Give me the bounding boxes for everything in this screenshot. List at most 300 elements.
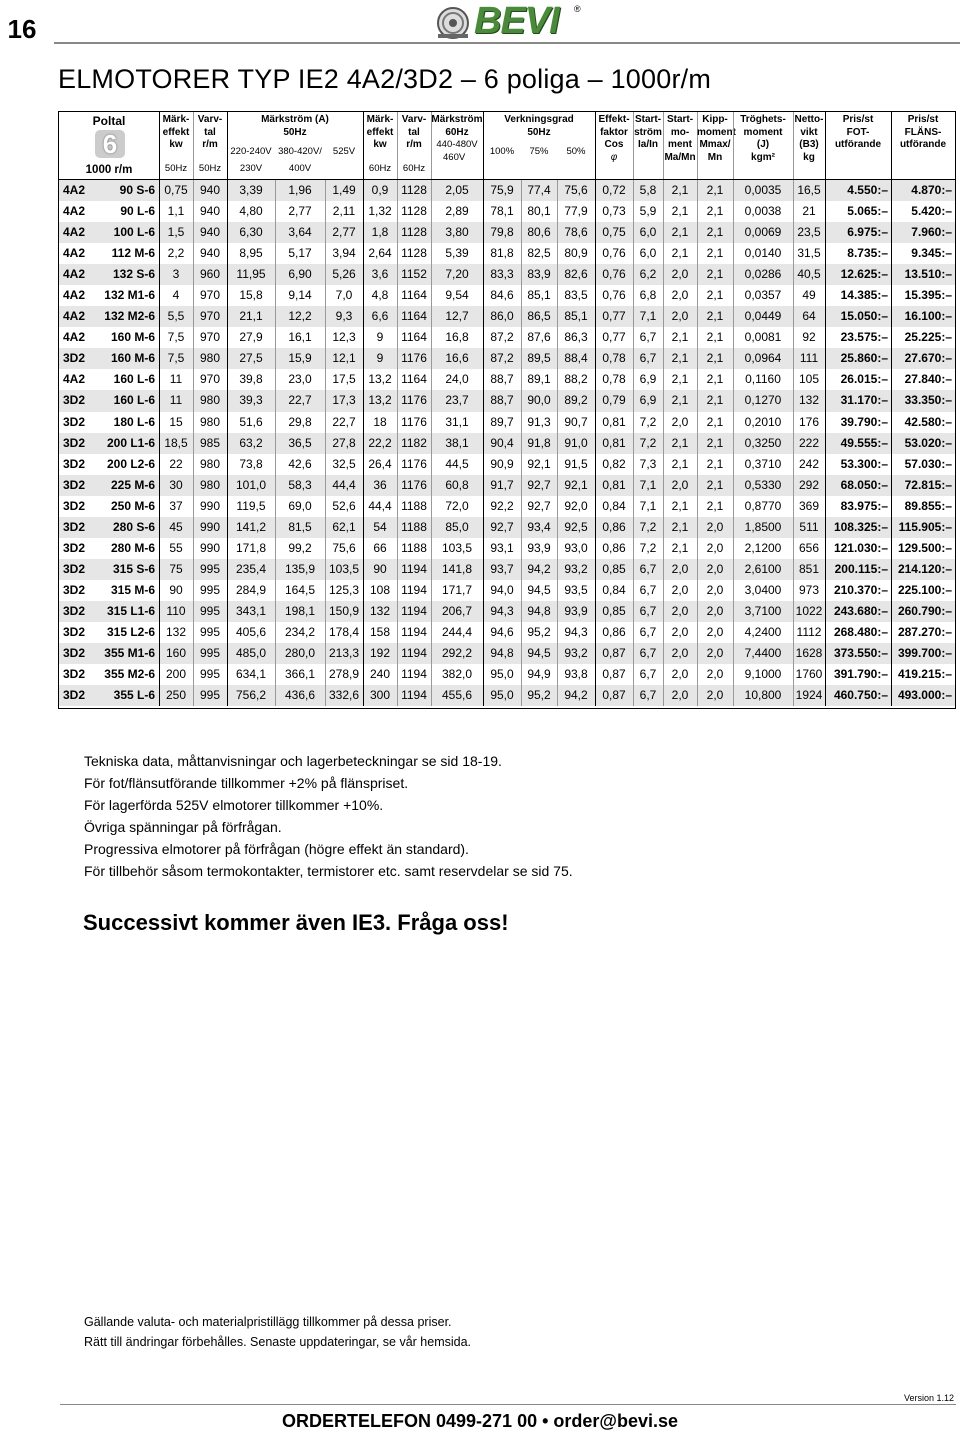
cell-vg-75: 94,5 <box>527 582 551 597</box>
cell-i-525v: 1,49 <box>332 183 356 197</box>
brand-name: BEVI <box>474 0 559 42</box>
cell-cos-phi: 0,78 <box>602 372 626 387</box>
poltal-label: Poltal <box>92 114 126 128</box>
cell-kippmoment: 2,0 <box>706 519 724 534</box>
cell-vg-50: 93,2 <box>564 561 588 576</box>
cell-kippmoment: 2,1 <box>706 183 724 197</box>
hdr-varv60-hz: 60Hz <box>402 163 426 174</box>
cell-model: 280 M-6 <box>110 540 155 555</box>
disclaimer-line: Rätt till ändringar förbehålles. Senaste uppdateringar, se vår hemsida. <box>84 1335 472 1349</box>
cell-varvtal: 990 <box>199 519 221 534</box>
column-divider <box>733 180 734 706</box>
cell-vg-100: 78,1 <box>490 204 514 219</box>
cell-i-525v: 17,5 <box>332 372 356 387</box>
cell-typ: 3D2 <box>63 351 86 366</box>
cell-effekt-60: 2,64 <box>368 246 392 261</box>
cell-startstrom: 6,9 <box>639 393 657 408</box>
cell-varvtal: 995 <box>199 582 221 597</box>
cell-startmoment: 2,0 <box>671 309 689 324</box>
cell-vg-50: 77,9 <box>564 204 588 219</box>
cell-i-400v: 9,14 <box>288 288 312 303</box>
cell-i-230v: 101,0 <box>235 477 267 492</box>
cell-effekt-60: 240 <box>369 667 391 682</box>
cell-troghet: 2,6100 <box>744 561 782 576</box>
cell-i-460v: 5,39 <box>445 246 469 261</box>
cell-vg-50: 94,3 <box>564 624 588 639</box>
cell-varvtal-60: 1128 <box>401 246 427 261</box>
cell-model: 112 M-6 <box>111 246 155 261</box>
cell-vg-50: 88,4 <box>564 351 588 366</box>
cell-effekt-60: 108 <box>369 582 391 597</box>
cell-varvtal-60: 1164 <box>401 372 427 387</box>
cell-vg-50: 91,0 <box>564 435 588 450</box>
cell-effekt: 30 <box>169 477 183 492</box>
cell-i-400v: 6,90 <box>288 267 312 282</box>
hdr-nettovikt: Netto- vikt (B3) kg <box>794 114 824 163</box>
cell-kippmoment: 2,1 <box>706 204 724 219</box>
cell-pris-fot: 26.015:– <box>840 372 888 387</box>
cell-vg-50: 85,1 <box>564 309 588 324</box>
cell-startmoment: 2,0 <box>671 414 689 429</box>
cell-i-230v: 63,2 <box>239 435 263 450</box>
column-divider <box>431 180 432 706</box>
cell-effekt: 3 <box>172 267 180 282</box>
cell-vg-100: 94,8 <box>490 646 514 661</box>
cell-typ: 4A2 <box>63 246 86 261</box>
cell-i-400v: 234,2 <box>284 624 316 639</box>
column-divider <box>483 180 484 706</box>
cell-troghet: 0,0449 <box>744 309 782 324</box>
column-divider <box>193 180 194 706</box>
column-divider <box>633 180 634 706</box>
cell-i-230v: 485,0 <box>235 646 267 661</box>
cell-pris-flans: 214.120:– <box>897 561 952 576</box>
cell-cos-phi: 0,86 <box>602 519 626 534</box>
cell-startstrom: 5,9 <box>639 204 657 219</box>
cell-troghet: 0,0357 <box>744 288 782 303</box>
cell-varvtal-60: 1176 <box>401 456 427 471</box>
cell-vg-50: 86,3 <box>564 330 588 345</box>
cell-startmoment: 2,1 <box>671 183 689 197</box>
hdr-effekt-hz: 50Hz <box>164 163 188 174</box>
cell-pris-fot: 15.050:– <box>840 309 888 324</box>
cell-effekt: 200 <box>165 667 187 682</box>
cell-cos-phi: 0,75 <box>602 225 626 240</box>
cell-vg-75: 89,1 <box>527 372 551 387</box>
cell-effekt: 45 <box>169 519 183 534</box>
cell-vikt: 176 <box>798 414 820 429</box>
cell-troghet: 4,2400 <box>744 624 782 639</box>
cell-troghet: 0,0964 <box>744 351 782 366</box>
cell-varvtal: 995 <box>199 561 221 576</box>
cell-vikt: 242 <box>798 456 820 471</box>
cell-effekt: 11 <box>169 372 183 387</box>
cell-i-400v: 280,0 <box>284 646 316 661</box>
column-divider <box>397 180 398 706</box>
cell-cos-phi: 0,79 <box>602 393 626 408</box>
cell-model: 250 M-6 <box>110 498 155 513</box>
cell-pris-flans: 7.960:– <box>911 225 952 240</box>
hdr-effekt60: Märk- effekt kw <box>366 114 394 150</box>
cell-i-460v: 2,89 <box>445 204 469 219</box>
cell-i-460v: 244,4 <box>441 624 473 639</box>
cell-vikt: 511 <box>799 519 819 534</box>
cell-vg-75: 90,0 <box>527 393 551 408</box>
cell-startmoment: 2,1 <box>671 225 689 240</box>
cell-vg-75: 83,9 <box>527 267 551 282</box>
cell-varvtal: 980 <box>199 477 221 492</box>
cell-varvtal: 940 <box>199 246 221 261</box>
cell-i-525v: 22,7 <box>332 414 356 429</box>
cell-troghet: 0,0140 <box>744 246 782 261</box>
order-contact: ORDERTELEFON 0499-271 00 • order@bevi.se <box>282 1411 678 1431</box>
cell-vg-100: 94,3 <box>490 603 514 618</box>
cell-varvtal-60: 1194 <box>401 646 427 661</box>
cell-troghet: 0,0081 <box>744 330 782 345</box>
cell-typ: 4A2 <box>63 225 86 240</box>
cell-vg-100: 83,3 <box>490 267 514 282</box>
cell-effekt-60: 44,4 <box>368 498 392 513</box>
cell-pris-flans: 5.420:– <box>911 204 952 219</box>
cell-cos-phi: 0,73 <box>602 204 626 219</box>
cell-vg-100: 88,7 <box>490 393 514 408</box>
hdr-startstrom: Start- ström Ia/In <box>634 114 662 150</box>
cell-i-460v: 23,7 <box>445 393 469 408</box>
cell-typ: 4A2 <box>63 267 86 282</box>
cell-pris-flans: 16.100:– <box>904 309 952 324</box>
column-divider <box>793 180 794 706</box>
cell-typ: 3D2 <box>63 498 86 513</box>
cell-effekt-60: 132 <box>369 603 391 618</box>
cell-cos-phi: 0,72 <box>602 183 626 197</box>
note-line: Övriga spänningar på förfrågan. <box>84 819 282 835</box>
cell-vg-75: 94,2 <box>527 561 551 576</box>
cell-vg-50: 92,1 <box>564 477 588 492</box>
cell-i-460v: 31,1 <box>445 414 469 429</box>
cell-varvtal: 940 <box>199 204 221 219</box>
cell-vg-100: 90,4 <box>490 435 514 450</box>
note-line: För tillbehör såsom termokontakter, termistorer etc. samt reservdelar se sid 75. <box>84 863 573 879</box>
cell-i-230v: 343,1 <box>235 603 267 618</box>
page-title: ELMOTORER TYP IE2 4A2/3D2 – 6 poliga – 1000r/m <box>58 64 712 94</box>
cell-pris-fot: 210.370:– <box>833 582 888 597</box>
hdr-pris-flans: Pris/st FLÄNS- utförande <box>899 114 947 150</box>
cell-startstrom: 7,2 <box>639 540 657 555</box>
table-body <box>59 180 955 706</box>
cell-i-230v: 284,9 <box>235 582 267 597</box>
cell-cos-phi: 0,86 <box>602 624 626 639</box>
cell-i-230v: 11,95 <box>236 267 266 282</box>
cell-pris-fot: 243.680:– <box>833 603 888 618</box>
cell-effekt-60: 4,8 <box>371 288 389 303</box>
cell-typ: 3D2 <box>63 582 86 597</box>
cell-i-460v: 171,7 <box>441 582 473 597</box>
cell-startmoment: 2,0 <box>671 477 689 492</box>
cell-vg-100: 94,0 <box>490 582 514 597</box>
cell-kippmoment: 2,0 <box>706 603 724 618</box>
cell-vg-100: 95,0 <box>490 688 514 703</box>
cell-effekt-60: 26,4 <box>368 456 392 471</box>
cell-pris-flans: 27.840:– <box>904 372 952 387</box>
cell-i-525v: 103,5 <box>328 561 360 576</box>
cell-i-400v: 3,64 <box>288 225 312 240</box>
cell-vikt: 1022 <box>795 603 823 618</box>
cell-model: 132 M2-6 <box>104 309 155 324</box>
cell-i-400v: 1,96 <box>288 183 312 197</box>
cell-varvtal: 980 <box>199 456 221 471</box>
cell-vg-75: 85,1 <box>527 288 551 303</box>
cell-varvtal: 980 <box>199 414 221 429</box>
cell-vg-100: 93,1 <box>490 540 514 555</box>
motor-logo-icon <box>436 6 470 40</box>
cell-i-400v: 135,9 <box>284 561 316 576</box>
cell-startmoment: 2,0 <box>671 267 689 282</box>
cell-typ: 3D2 <box>63 624 86 639</box>
cell-effekt: 4 <box>172 288 180 303</box>
cell-pris-fot: 460.750:– <box>833 688 888 703</box>
cell-model: 200 L2-6 <box>106 456 155 471</box>
cell-i-400v: 81,5 <box>288 519 312 534</box>
cell-startstrom: 7,3 <box>639 456 657 471</box>
cell-model: 355 M1-6 <box>104 646 155 661</box>
cell-vg-100: 87,2 <box>490 330 514 345</box>
hdr-ms50-a: 220-240V <box>230 146 272 157</box>
hdr-vg-100: 100% <box>489 146 515 157</box>
cell-cos-phi: 0,87 <box>602 667 626 682</box>
cell-startmoment: 2,0 <box>671 688 689 703</box>
cell-i-525v: 3,94 <box>332 246 356 261</box>
cell-model: 132 S-6 <box>112 267 155 282</box>
cell-effekt-60: 18 <box>373 414 387 429</box>
cell-i-400v: 23,0 <box>288 372 312 387</box>
cell-vg-75: 94,8 <box>527 603 551 618</box>
cell-i-460v: 60,8 <box>445 477 469 492</box>
cell-i-400v: 29,8 <box>288 414 312 429</box>
cell-startstrom: 7,1 <box>639 498 657 513</box>
cell-effekt-60: 90 <box>373 561 387 576</box>
cell-i-460v: 38,1 <box>445 435 469 450</box>
cell-pris-flans: 72.815:– <box>904 477 952 492</box>
cell-vikt: 369 <box>798 498 820 513</box>
cell-pris-fot: 83.975:– <box>840 498 888 513</box>
cell-troghet: 7,4400 <box>744 646 782 661</box>
cell-i-400v: 366,1 <box>284 667 316 682</box>
cell-startmoment: 2,1 <box>671 330 689 345</box>
cell-vg-50: 80,9 <box>564 246 588 261</box>
cell-kippmoment: 2,1 <box>706 288 724 303</box>
cell-i-460v: 24,0 <box>445 372 469 387</box>
cell-vikt: 16,5 <box>797 183 821 197</box>
cell-varvtal: 985 <box>199 435 221 450</box>
cell-typ: 3D2 <box>63 603 86 618</box>
cell-pris-fot: 49.555:– <box>840 435 888 450</box>
note-line: Tekniska data, måttanvisningar och lagerbeteckningar se sid 18-19. <box>84 753 502 769</box>
cell-i-525v: 2,11 <box>332 204 356 219</box>
cell-vg-50: 93,8 <box>564 667 588 682</box>
cell-vikt: 40,5 <box>797 267 821 282</box>
cell-i-525v: 62,1 <box>332 519 356 534</box>
cell-vg-100: 88,7 <box>490 372 514 387</box>
cell-i-525v: 12,1 <box>332 351 356 366</box>
hdr-troghetsmoment: Tröghets- moment (J) kgm² <box>740 114 786 163</box>
cell-kippmoment: 2,0 <box>706 688 724 703</box>
cell-troghet: 0,0035 <box>744 183 782 197</box>
cell-effekt-60: 3,6 <box>371 267 389 282</box>
cell-effekt-60: 300 <box>369 688 391 703</box>
cell-vikt: 973 <box>798 582 820 597</box>
cell-i-525v: 17,3 <box>332 393 356 408</box>
cell-vg-75: 95,2 <box>527 688 551 703</box>
hdr-ms50-d: 230V <box>239 163 263 174</box>
cell-typ: 3D2 <box>63 393 86 408</box>
cell-i-525v: 213,3 <box>328 646 360 661</box>
cell-varvtal: 990 <box>199 498 221 513</box>
cell-kippmoment: 2,1 <box>706 309 724 324</box>
motor-table <box>58 111 956 709</box>
cell-vg-75: 92,1 <box>527 456 551 471</box>
cell-pris-flans: 225.100:– <box>897 582 952 597</box>
cell-varvtal-60: 1188 <box>401 519 427 534</box>
cell-varvtal: 970 <box>199 309 221 324</box>
cell-startmoment: 2,0 <box>671 603 689 618</box>
cell-pris-flans: 9.345:– <box>911 246 952 261</box>
column-divider <box>325 180 326 706</box>
cell-i-400v: 15,9 <box>288 351 312 366</box>
cell-i-400v: 22,7 <box>288 393 312 408</box>
cell-startmoment: 2,1 <box>671 498 689 513</box>
cell-pris-flans: 27.670:– <box>904 351 952 366</box>
cell-i-230v: 6,30 <box>239 225 263 240</box>
cell-model: 90 L-6 <box>120 204 155 219</box>
cell-typ: 3D2 <box>63 435 86 450</box>
cell-pris-flans: 42.580:– <box>904 414 952 429</box>
cell-effekt: 11 <box>169 393 183 408</box>
cell-typ: 3D2 <box>63 414 86 429</box>
cell-model: 100 L-6 <box>113 225 155 240</box>
cell-vg-75: 94,5 <box>527 646 551 661</box>
cell-varvtal-60: 1128 <box>401 204 427 219</box>
cell-kippmoment: 2,1 <box>706 477 724 492</box>
cell-cos-phi: 0,87 <box>602 688 626 703</box>
cell-i-400v: 42,6 <box>288 456 312 471</box>
cell-cos-phi: 0,81 <box>602 435 626 450</box>
cell-vg-50: 92,0 <box>564 498 588 513</box>
cell-typ: 3D2 <box>63 561 86 576</box>
cell-pris-flans: 399.700:– <box>897 646 952 661</box>
cell-vg-50: 88,2 <box>564 372 588 387</box>
cell-pris-flans: 260.790:– <box>897 603 952 618</box>
cell-effekt-60: 22,2 <box>368 435 392 450</box>
cell-effekt: 7,5 <box>167 351 185 366</box>
cell-startstrom: 6,7 <box>639 561 657 576</box>
cell-varvtal: 995 <box>199 688 221 703</box>
cell-i-525v: 27,8 <box>332 435 356 450</box>
cell-troghet: 0,2010 <box>744 414 782 429</box>
cell-i-525v: 52,6 <box>332 498 356 513</box>
cell-vg-100: 86,0 <box>490 309 514 324</box>
cell-pris-flans: 33.350:– <box>904 393 952 408</box>
cell-i-230v: 119,5 <box>236 498 266 513</box>
cell-varvtal: 990 <box>199 540 221 555</box>
cell-varvtal-60: 1176 <box>401 351 427 366</box>
cell-effekt-60: 6,6 <box>371 309 389 324</box>
cell-vikt: 656 <box>798 540 820 555</box>
cell-startmoment: 2,1 <box>671 435 689 450</box>
cell-effekt: 1,5 <box>167 225 185 240</box>
cell-troghet: 0,0069 <box>744 225 782 240</box>
cell-i-400v: 198,1 <box>284 603 316 618</box>
cell-effekt: 160 <box>165 646 187 661</box>
cell-startmoment: 2,1 <box>671 372 689 387</box>
cell-startmoment: 2,1 <box>671 351 689 366</box>
column-divider <box>521 180 522 706</box>
note-line: För fot/flänsutförande tillkommer +2% på flänspriset. <box>84 775 409 791</box>
cell-startstrom: 6,0 <box>639 225 657 240</box>
cell-pris-fot: 373.550:– <box>833 646 888 661</box>
cell-vg-100: 93,7 <box>490 561 514 576</box>
hdr-varv: Varv- tal r/m <box>197 114 223 150</box>
cell-effekt-60: 13,2 <box>368 372 392 387</box>
cell-effekt: 2,2 <box>167 246 185 261</box>
cell-effekt-60: 13,2 <box>368 393 392 408</box>
hdr-effekt: Märk- effekt kw <box>162 114 190 150</box>
cell-varvtal-60: 1128 <box>401 225 427 240</box>
cell-kippmoment: 2,0 <box>706 561 724 576</box>
cell-vg-75: 93,4 <box>527 519 551 534</box>
cell-varvtal: 980 <box>199 393 221 408</box>
cell-i-460v: 7,20 <box>445 267 469 282</box>
cell-model: 315 S-6 <box>112 561 155 576</box>
cell-troghet: 0,5330 <box>744 477 782 492</box>
cell-model: 160 M-6 <box>110 351 155 366</box>
cell-varvtal-60: 1188 <box>401 498 427 513</box>
notes <box>84 750 573 882</box>
cell-startstrom: 6,7 <box>639 582 657 597</box>
cell-i-400v: 58,3 <box>288 477 312 492</box>
cell-i-525v: 178,4 <box>328 624 360 639</box>
hdr-startmoment: Start- mo- ment Ma/Mn <box>664 114 696 163</box>
cell-vikt: 21 <box>802 204 816 219</box>
cell-vikt: 1760 <box>795 667 823 682</box>
cell-startmoment: 2,0 <box>671 624 689 639</box>
cell-pris-flans: 115.905:– <box>898 519 952 534</box>
cell-vg-100: 92,7 <box>490 519 514 534</box>
column-divider <box>891 180 892 706</box>
cell-startstrom: 7,2 <box>639 414 657 429</box>
cell-pris-flans: 57.030:– <box>904 456 952 471</box>
note-line: För lagerförda 525V elmotorer tillkommer +10%. <box>84 797 384 813</box>
cell-startmoment: 2,0 <box>671 582 689 597</box>
hdr-ms50-b: 380-420V/ <box>278 146 322 157</box>
cell-varvtal-60: 1188 <box>401 540 427 555</box>
cell-vg-100: 90,9 <box>490 456 514 471</box>
cell-vikt: 1924 <box>795 688 823 703</box>
cell-kippmoment: 2,1 <box>706 351 724 366</box>
cell-cos-phi: 0,85 <box>602 561 626 576</box>
cell-startmoment: 2,1 <box>671 204 689 219</box>
cell-startstrom: 6,9 <box>639 372 657 387</box>
cell-effekt: 15 <box>169 414 183 429</box>
cell-varvtal: 960 <box>199 267 221 282</box>
cell-startmoment: 2,1 <box>671 519 689 534</box>
cell-effekt: 0,75 <box>164 183 188 197</box>
cell-i-230v: 171,8 <box>235 540 267 555</box>
cell-varvtal-60: 1176 <box>401 393 427 408</box>
cell-vg-50: 78,6 <box>564 225 588 240</box>
cell-vikt: 64 <box>802 309 816 324</box>
cell-troghet: 3,0400 <box>744 582 782 597</box>
cell-vg-100: 81,8 <box>490 246 514 261</box>
